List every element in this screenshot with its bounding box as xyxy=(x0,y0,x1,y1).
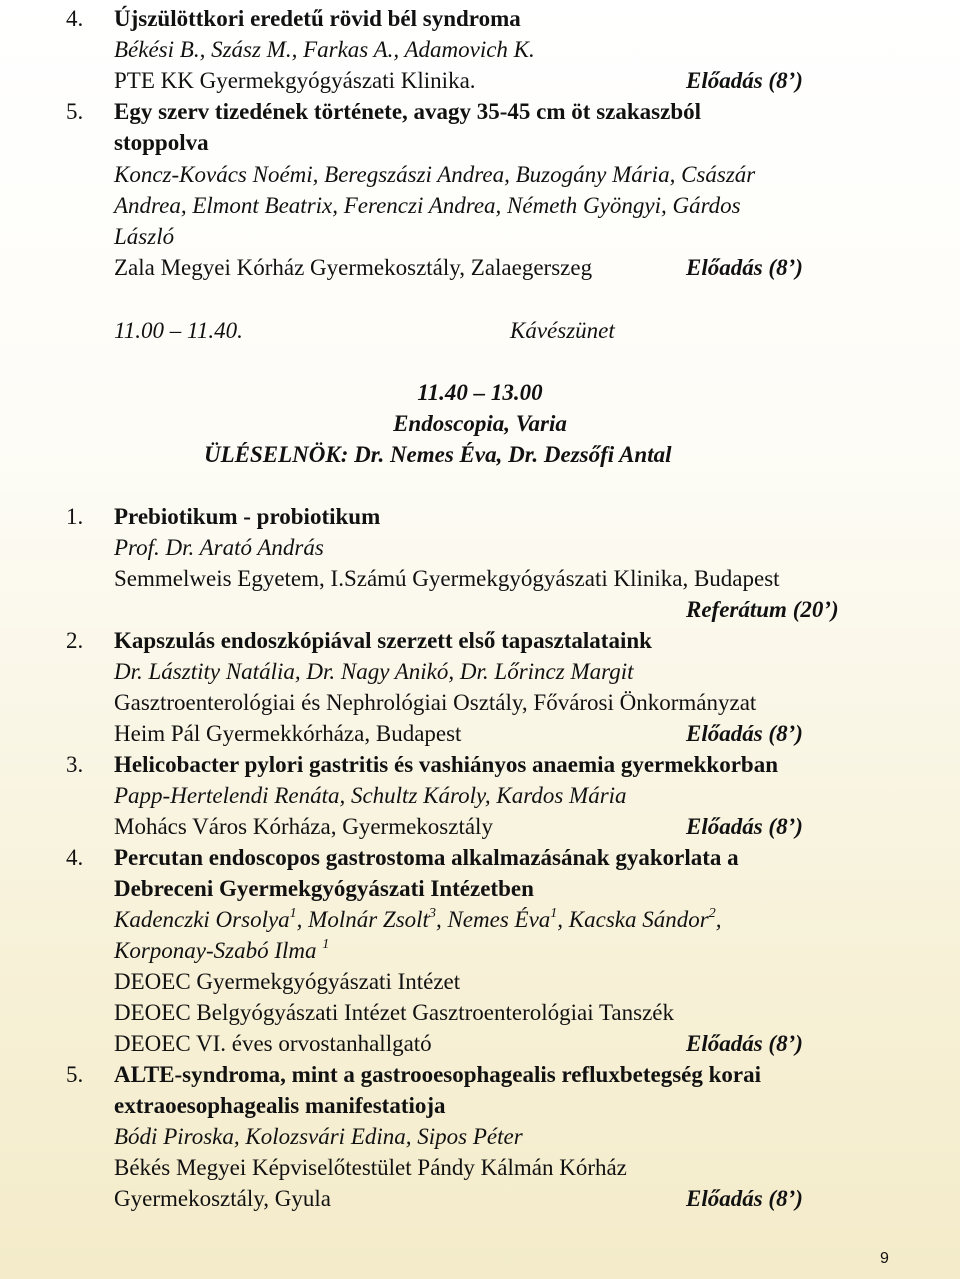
item-authors: Prof. Dr. Arató András xyxy=(114,535,324,560)
item-affiliation: DEOEC Gyermekgyógyászati Intézet xyxy=(114,969,461,994)
item-affiliation-cont: DEOEC Belgyógyászati Intézet Gasztroenterológiai Tanszék xyxy=(114,1000,674,1025)
item-title-cont: stoppolva xyxy=(114,130,209,155)
author-affiliation-marker: 1 xyxy=(289,906,297,921)
author-affiliation-marker: 2 xyxy=(708,906,716,921)
break-time: 11.00 – 11.40. xyxy=(114,318,243,343)
author-separator: , xyxy=(296,907,309,932)
presentation-type: Előadás (8’) xyxy=(686,68,803,93)
item-title: Helicobacter pylori gastritis és vashiányos anaemia gyermekkorban xyxy=(114,752,778,777)
item-authors: Papp-Hertelendi Renáta, Schultz Károly, Kardos Mária xyxy=(114,783,627,808)
item-title-cont: extraoesophagealis manifestatioja xyxy=(114,1093,446,1118)
item-affiliation: Gasztroenterológiai és Nephrológiai Osztály, Fővárosi Önkormányzat xyxy=(114,690,757,715)
item-title: ALTE-syndroma, mint a gastrooesophagealis refluxbetegség korai xyxy=(114,1062,762,1087)
item-number: 3. xyxy=(66,752,84,777)
item-affiliation-cont: Gyermekosztály, Gyula xyxy=(114,1186,331,1211)
session-chairs: ÜLÉSELNÖK: Dr. Nemes Éva, Dr. Dezsőfi Antal xyxy=(204,442,672,467)
author-separator: , xyxy=(715,907,722,932)
item-affiliation: Békés Megyei Képviselőtestület Pándy Kálmán Kórház xyxy=(114,1155,627,1180)
presentation-type: Referátum (20’) xyxy=(686,597,839,622)
presentation-type: Előadás (8’) xyxy=(686,255,803,280)
item-number: 5. xyxy=(66,99,84,124)
presentation-type: Előadás (8’) xyxy=(686,721,803,746)
item-authors: Bódi Piroska, Kolozsvári Edina, Sipos Péter xyxy=(114,1124,523,1149)
item-number: 1. xyxy=(66,504,84,529)
item-affiliation: PTE KK Gyermekgyógyászati Klinika. xyxy=(114,68,476,93)
item-title: Prebiotikum - probiotikum xyxy=(114,504,381,529)
item-number: 4. xyxy=(66,6,84,31)
author-name: Kadenczki Orsolya xyxy=(114,907,290,932)
item-title: Újszülöttkori eredetű rövid bél syndroma xyxy=(114,6,521,31)
author-affiliation-marker: 1 xyxy=(550,906,558,921)
item-number: 5. xyxy=(66,1062,84,1087)
author-name: Kacska Sándor xyxy=(568,907,709,932)
author-affiliation-marker: 1 xyxy=(322,937,330,952)
session-title: Endoscopia, Varia xyxy=(393,411,567,436)
author-separator: , xyxy=(557,907,569,932)
page-number: 9 xyxy=(880,1250,889,1267)
item-affiliation-cont: DEOEC VI. éves orvostanhallgató xyxy=(114,1031,432,1056)
item-number: 4. xyxy=(66,845,84,870)
author-name: Korponay-Szabó Ilma xyxy=(114,938,317,963)
item-affiliation: Mohács Város Kórháza, Gyermekosztály xyxy=(114,814,493,839)
item-authors: Koncz-Kovács Noémi, Beregszászi Andrea, Buzogány Mária, Császár xyxy=(114,162,756,187)
author-separator: , xyxy=(435,907,448,932)
item-title: Egy szerv tizedének története, avagy 35-45 cm öt szakaszból xyxy=(114,99,702,124)
item-authors-cont: László xyxy=(114,224,175,249)
item-authors: Békési B., Szász M., Farkas A., Adamovich K. xyxy=(114,37,535,62)
item-authors: Dr. Lásztity Natália, Dr. Nagy Anikó, Dr. Lőrincz Margit xyxy=(114,659,634,684)
author-affiliation-marker: 3 xyxy=(428,906,436,921)
author-name: Nemes Éva xyxy=(447,907,551,932)
presentation-type: Előadás (8’) xyxy=(686,814,803,839)
presentation-type: Előadás (8’) xyxy=(686,1186,803,1211)
item-authors-cont: Andrea, Elmont Beatrix, Ferenczi Andrea, Németh Gyöngyi, Gárdos xyxy=(114,193,741,218)
item-affiliation: Semmelweis Egyetem, I.Számú Gyermekgyógyászati Klinika, Budapest xyxy=(114,566,780,591)
item-authors-cont xyxy=(114,938,329,964)
break-label: Kávészünet xyxy=(510,318,615,343)
presentation-type: Előadás (8’) xyxy=(686,1031,803,1056)
item-number: 2. xyxy=(66,628,84,653)
session-time: 11.40 – 13.00 xyxy=(417,380,543,405)
author-name: Molnár Zsolt xyxy=(308,907,429,932)
item-title: Kapszulás endoszkópiával szerzett első tapasztalataink xyxy=(114,628,652,653)
item-affiliation: Zala Megyei Kórház Gyermekosztály, Zalaegerszeg xyxy=(114,255,593,280)
item-title: Percutan endoscopos gastrostoma alkalmazásának gyakorlata a xyxy=(114,845,739,870)
item-authors xyxy=(114,907,721,933)
item-affiliation-cont: Heim Pál Gyermekkórháza, Budapest xyxy=(114,721,462,746)
item-title-cont: Debreceni Gyermekgyógyászati Intézetben xyxy=(114,876,534,901)
